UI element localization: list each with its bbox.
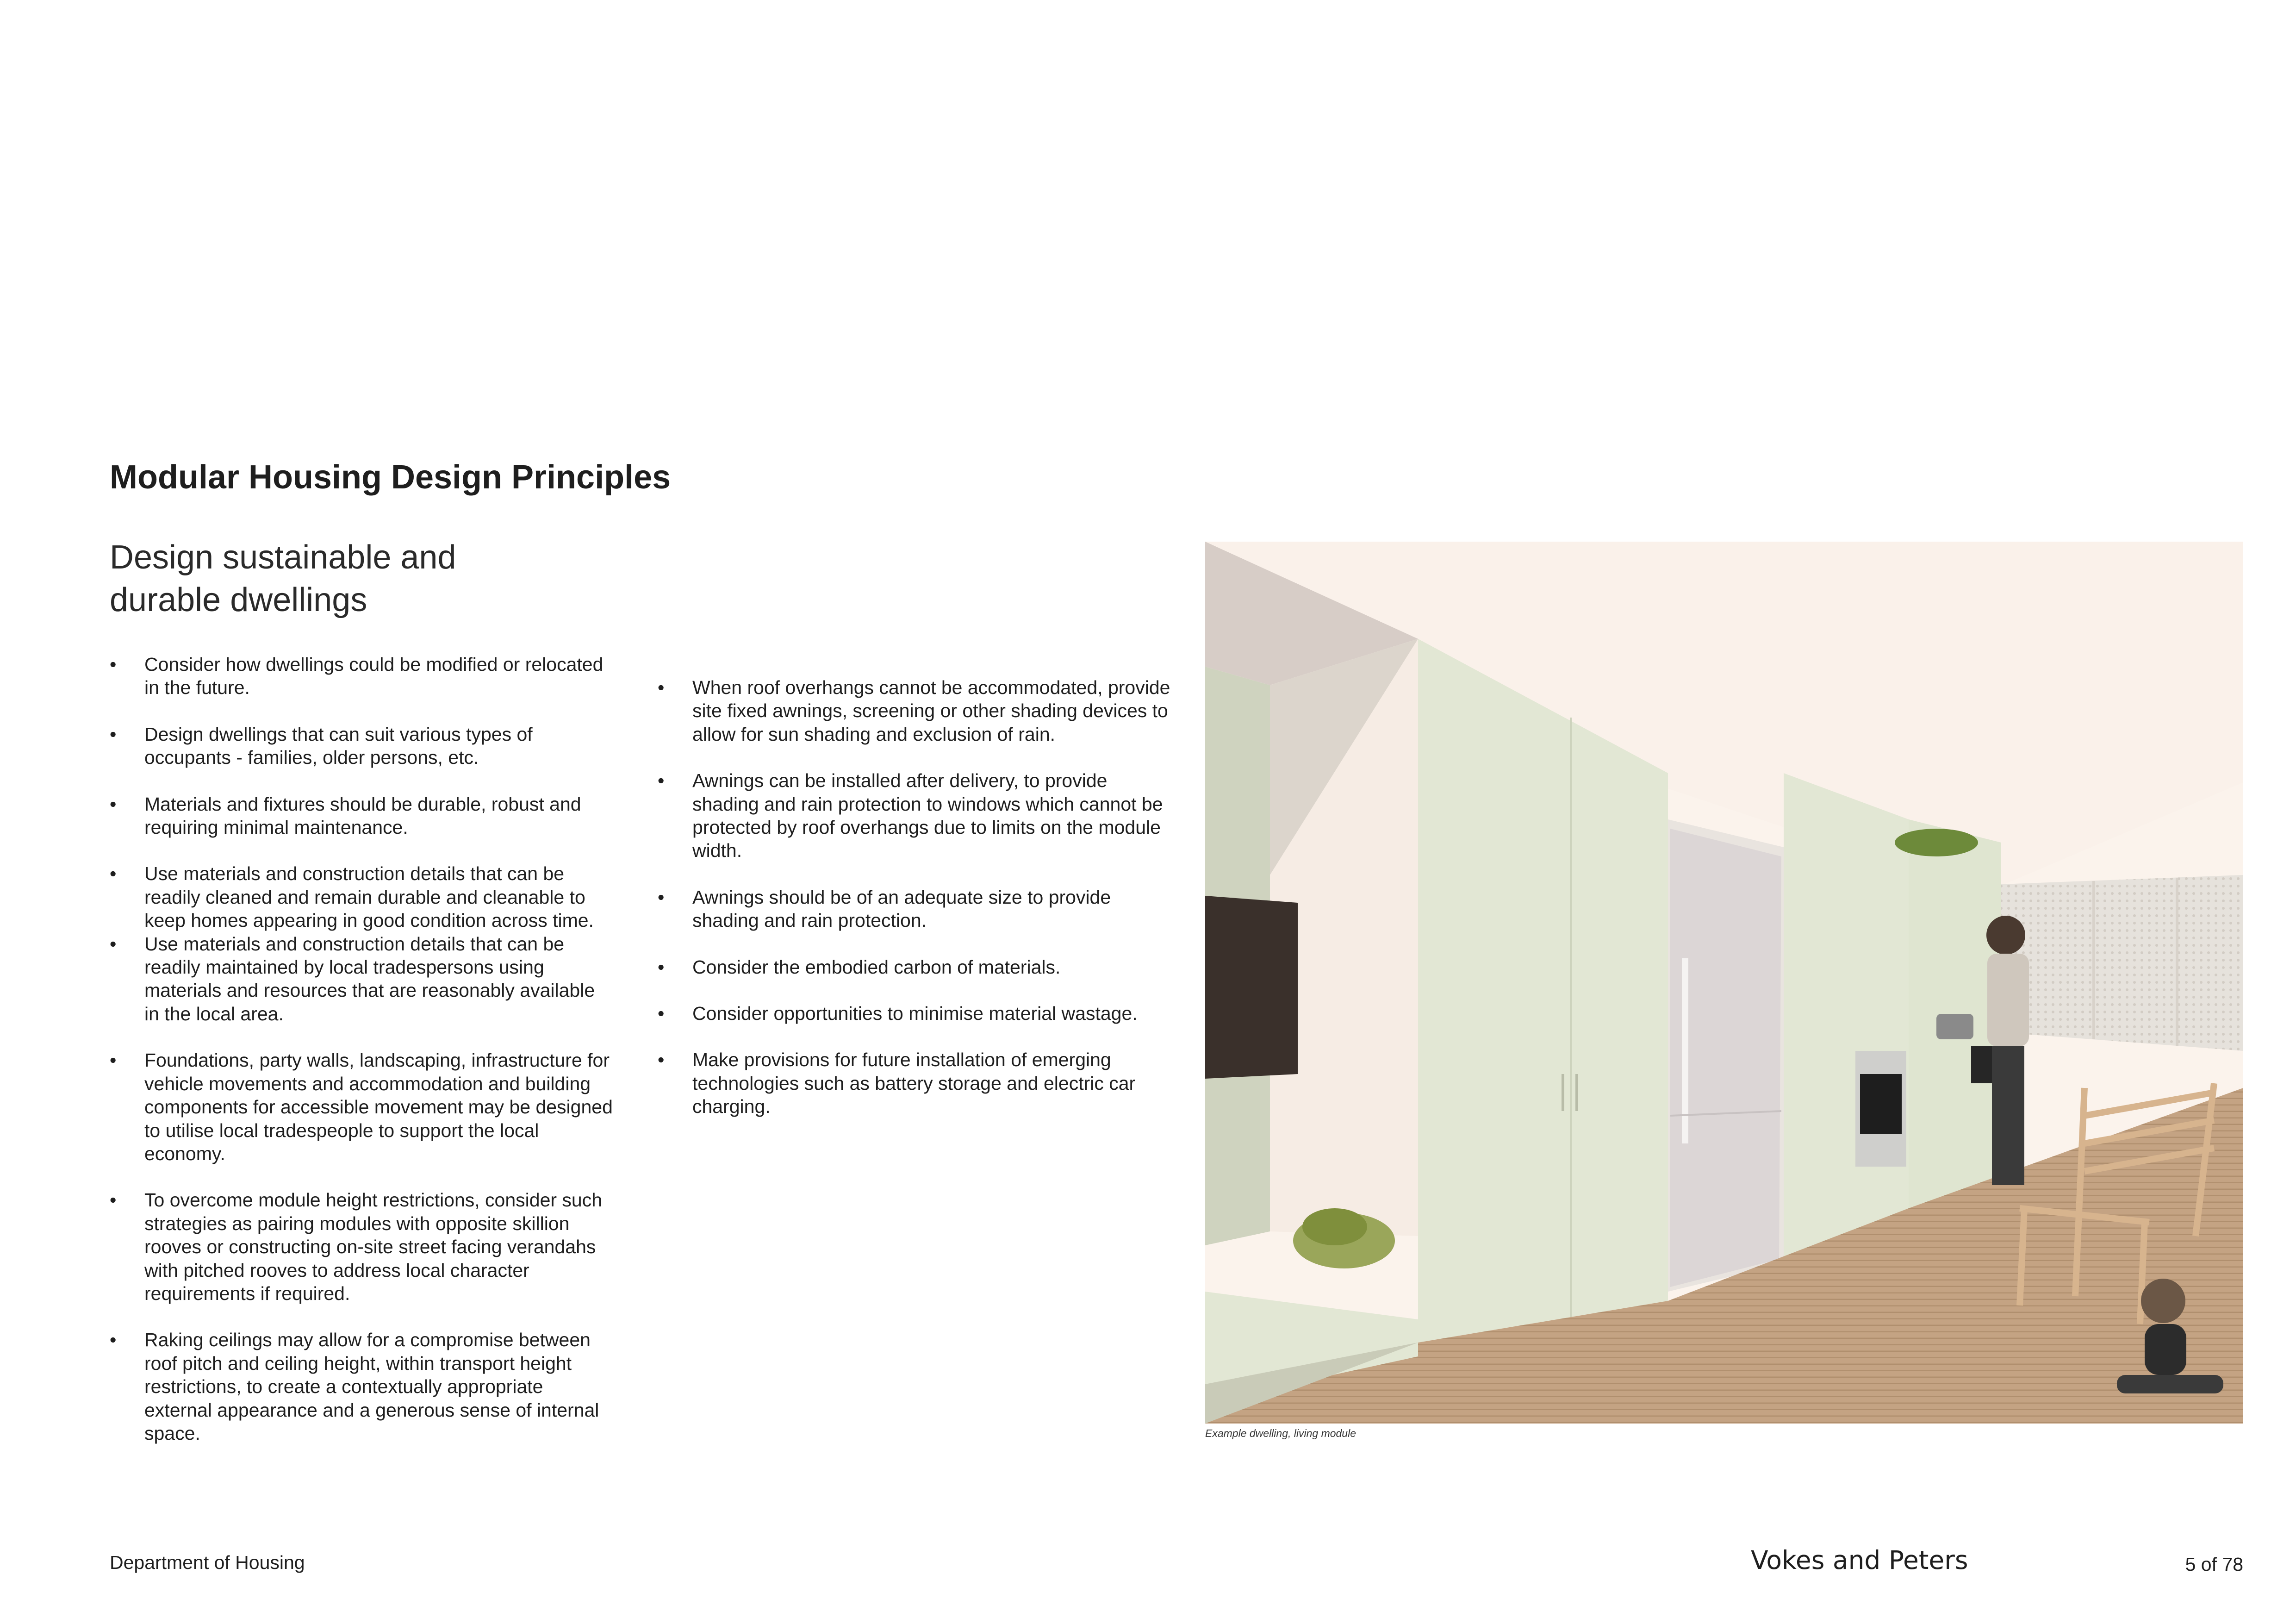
bullet-item: • Materials and fixtures should be durable, robust and requiring minimal maintenance. [110, 793, 614, 839]
bullet-item: • Awnings can be installed after delivery, to provide shading and rain protection to windows which cannot be protected by roof overhangs due to limits on the module width. [658, 769, 1176, 862]
dwelling-interior-illustration [1205, 542, 2243, 1424]
bullet-item: • Foundations, party walls, landscaping, infrastructure for vehicle movements and accommodation and building components for accessible movement may be designed to utilise local tradespeople to support the local economy. [110, 1049, 614, 1165]
bullet-item: • To overcome module height restrictions, consider such strategies as pairing modules with opposite skillion rooves or constructing on-site street facing verandahs with pitched rooves to address local character requirements if required. [110, 1188, 614, 1305]
footer-brand-logo: Vokes and Peters [1751, 1545, 1968, 1575]
bullet-item: • Use materials and construction details that can be readily maintained by local tradespersons using materials and resources that are reasonably available in the local area. [110, 932, 614, 1026]
footer-department: Department of Housing [110, 1552, 305, 1573]
bullet-item: • When roof overhangs cannot be accommodated, provide site fixed awnings, screening or other shading devices to allow for sun shading and exclusion of rain. [658, 676, 1176, 746]
left-bullet-list [110, 653, 614, 1445]
bullet-item: • Awnings should be of an adequate size to provide shading and rain protection. [658, 886, 1176, 932]
right-bullet-list [658, 676, 1176, 1118]
subheading-line-2: durable dwellings [110, 581, 367, 618]
bullet-item: • Consider how dwellings could be modified or relocated in the future. [110, 653, 614, 700]
figure-caption: Example dwelling, living module [1205, 1427, 1356, 1439]
page-title: Modular Housing Design Principles [110, 459, 671, 496]
subheading-line-1: Design sustainable and [110, 539, 456, 576]
section-subheading [110, 536, 526, 621]
bullet-item: • Consider opportunities to minimise material wastage. [658, 1002, 1176, 1025]
bullet-item: • Make provisions for future installation of emerging technologies such as battery storage and electric car charging. [658, 1048, 1176, 1118]
bullet-item: • Design dwellings that can suit various types of occupants - families, older persons, etc. [110, 723, 614, 769]
bullet-item: • Use materials and construction details that can be readily cleaned and remain durable and cleanable to keep homes appearing in good condition across time. [110, 862, 614, 932]
kitchen-render [1205, 542, 2243, 1424]
bullet-item: • Consider the embodied carbon of materials. [658, 956, 1176, 979]
page-number: 5 of 78 [2185, 1554, 2243, 1575]
bullet-item: • Raking ceilings may allow for a compromise between roof pitch and ceiling height, within transport height restrictions, to create a contextually appropriate external appearance and a generous sense of internal space. [110, 1328, 614, 1445]
